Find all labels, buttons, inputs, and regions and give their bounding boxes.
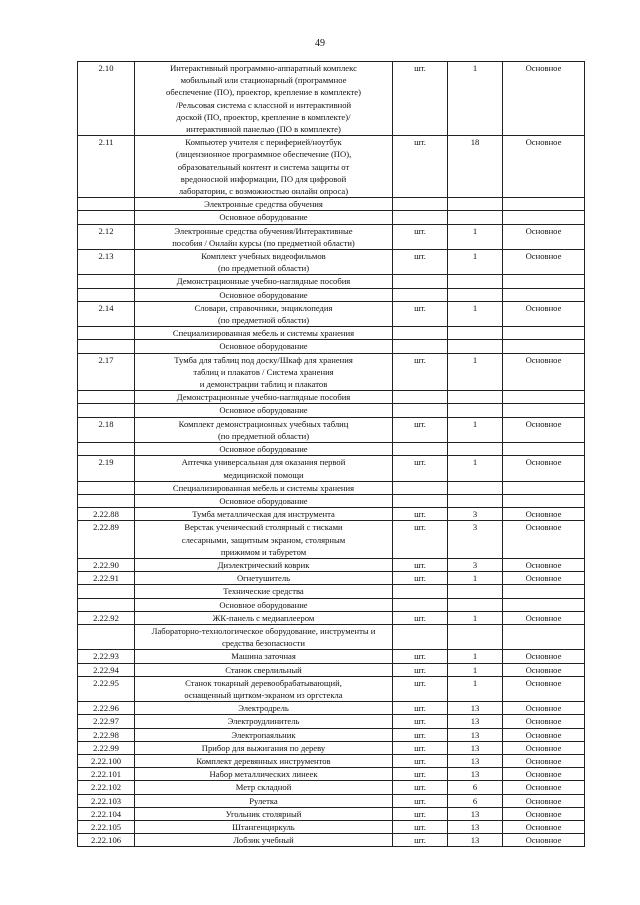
kind-cell: Основное [503,62,585,136]
unit-cell [393,404,448,417]
kind-cell: Основное [503,224,585,249]
kind-cell [503,211,585,224]
num-cell: 2.22.104 [78,807,135,820]
qty-cell: 1 [448,676,503,701]
kind-cell [503,327,585,340]
section-row [78,211,585,224]
unit-cell: шт. [393,353,448,391]
section-row [78,327,585,340]
unit-cell: шт. [393,521,448,559]
name-cell: Словари, справочники, энциклопедия (по предметной области) [135,301,393,326]
qty-cell: 1 [448,224,503,249]
section-row [78,288,585,301]
name-cell: Комплект деревянных инструментов [135,754,393,767]
kind-cell: Основное [503,353,585,391]
table-row [78,781,585,794]
name-cell: Штангенциркуль [135,820,393,833]
qty-cell [448,275,503,288]
section-row [78,275,585,288]
name-cell: Комплект учебных видеофильмов (по предметной области) [135,250,393,275]
section-row [78,585,585,598]
name-cell: Метр складной [135,781,393,794]
name-cell: Электропаяльник [135,728,393,741]
kind-cell: Основное [503,781,585,794]
table-row [78,794,585,807]
kind-cell [503,494,585,507]
table-row [78,768,585,781]
table-row [78,728,585,741]
kind-cell: Основное [503,663,585,676]
qty-cell: 1 [448,611,503,624]
num-cell: 2.22.98 [78,728,135,741]
kind-cell [503,288,585,301]
kind-cell: Основное [503,417,585,442]
num-cell: 2.14 [78,301,135,326]
name-cell: Специализированная мебель и системы хранения [135,481,393,494]
qty-cell: 13 [448,728,503,741]
unit-cell: шт. [393,754,448,767]
num-cell: 2.18 [78,417,135,442]
unit-cell: шт. [393,728,448,741]
name-cell: Электронные средства обучения/Интерактивные пособия / Онлайн курсы (по предметной области) [135,224,393,249]
num-cell [78,624,135,649]
unit-cell: шт. [393,676,448,701]
qty-cell: 3 [448,558,503,571]
num-cell: 2.22.100 [78,754,135,767]
num-cell: 2.22.92 [78,611,135,624]
qty-cell: 13 [448,754,503,767]
table-row [78,754,585,767]
qty-cell: 3 [448,508,503,521]
table-row [78,558,585,571]
num-cell [78,211,135,224]
kind-cell: Основное [503,807,585,820]
table-row [78,417,585,442]
name-cell: Угольник столярный [135,807,393,820]
kind-cell: Основное [503,650,585,663]
name-cell: Лабораторно-технологическое оборудование, инструменты и средства безопасности [135,624,393,649]
num-cell: 2.22.95 [78,676,135,701]
unit-cell: шт. [393,650,448,663]
qty-cell: 18 [448,136,503,198]
name-cell: Рулетка [135,794,393,807]
unit-cell [393,327,448,340]
name-cell: Лобзик учебный [135,834,393,847]
section-row [78,340,585,353]
table-row [78,702,585,715]
table-row [78,250,585,275]
kind-cell: Основное [503,676,585,701]
equipment-table-body [78,62,585,847]
name-cell: Основное оборудование [135,211,393,224]
num-cell: 2.22.93 [78,650,135,663]
kind-cell: Основное [503,521,585,559]
kind-cell: Основное [503,794,585,807]
qty-cell: 13 [448,820,503,833]
num-cell: 2.19 [78,456,135,481]
qty-cell: 13 [448,807,503,820]
table-row [78,820,585,833]
qty-cell: 1 [448,353,503,391]
kind-cell: Основное [503,754,585,767]
qty-cell [448,481,503,494]
kind-cell: Основное [503,741,585,754]
kind-cell: Основное [503,820,585,833]
num-cell: 2.22.94 [78,663,135,676]
table-row [78,807,585,820]
name-cell: Демонстрационные учебно-наглядные пособия [135,391,393,404]
unit-cell: шт. [393,807,448,820]
name-cell: Основное оборудование [135,288,393,301]
name-cell: Машина заточная [135,650,393,663]
name-cell: Основное оборудование [135,404,393,417]
name-cell: Основное оборудование [135,443,393,456]
qty-cell: 1 [448,572,503,585]
qty-cell [448,598,503,611]
unit-cell [393,275,448,288]
kind-cell [503,404,585,417]
num-cell: 2.11 [78,136,135,198]
name-cell: Огнетушитель [135,572,393,585]
name-cell: Интерактивный программно-аппаратный комплекс мобильный или стационарный (программное обеспечение (ПО), проектор, крепление в комплекте) /Рельсовая система с классной и интерактивной доской (ПО, проектор, крепление в комплекте)/ интерактивной панелью (ПО в комплекте) [135,62,393,136]
unit-cell [393,288,448,301]
unit-cell [393,443,448,456]
unit-cell: шт. [393,834,448,847]
table-row [78,508,585,521]
unit-cell: шт. [393,136,448,198]
qty-cell [448,211,503,224]
num-cell [78,288,135,301]
kind-cell: Основное [503,768,585,781]
qty-cell: 1 [448,417,503,442]
unit-cell [393,598,448,611]
name-cell: Электроудлинитель [135,715,393,728]
table-row [78,353,585,391]
kind-cell: Основное [503,301,585,326]
num-cell [78,404,135,417]
qty-cell: 13 [448,768,503,781]
kind-cell [503,198,585,211]
unit-cell: шт. [393,702,448,715]
name-cell: Верстак ученический столярный с тисками слесарными, защитным экраном, столярным прижимом и табуретом [135,521,393,559]
qty-cell: 13 [448,741,503,754]
qty-cell [448,443,503,456]
unit-cell [393,494,448,507]
unit-cell: шт. [393,456,448,481]
num-cell [78,481,135,494]
name-cell: Электродрель [135,702,393,715]
unit-cell [393,391,448,404]
num-cell: 2.22.105 [78,820,135,833]
num-cell: 2.22.103 [78,794,135,807]
qty-cell: 6 [448,781,503,794]
unit-cell: шт. [393,794,448,807]
qty-cell: 13 [448,702,503,715]
table-row [78,715,585,728]
unit-cell: шт. [393,558,448,571]
unit-cell [393,211,448,224]
kind-cell: Основное [503,250,585,275]
kind-cell: Основное [503,715,585,728]
name-cell: ЖК-панель с медиаплеером [135,611,393,624]
num-cell: 2.17 [78,353,135,391]
name-cell: Демонстрационные учебно-наглядные пособия [135,275,393,288]
kind-cell [503,481,585,494]
num-cell: 2.13 [78,250,135,275]
name-cell: Диэлектрический коврик [135,558,393,571]
kind-cell [503,275,585,288]
section-row [78,598,585,611]
qty-cell [448,340,503,353]
name-cell: Специализированная мебель и системы хранения [135,327,393,340]
num-cell: 2.22.96 [78,702,135,715]
kind-cell [503,443,585,456]
section-row [78,494,585,507]
page-number: 49 [315,38,325,49]
name-cell: Тумба для таблиц под доску/Шкаф для хранения таблиц и плакатов / Система хранения и демонстрации таблиц и плакатов [135,353,393,391]
section-row [78,443,585,456]
qty-cell [448,585,503,598]
kind-cell: Основное [503,558,585,571]
name-cell: Станок сверлильный [135,663,393,676]
qty-cell: 1 [448,650,503,663]
num-cell [78,443,135,456]
qty-cell: 13 [448,834,503,847]
unit-cell: шт. [393,62,448,136]
kind-cell [503,585,585,598]
kind-cell: Основное [503,508,585,521]
section-row [78,391,585,404]
num-cell [78,391,135,404]
unit-cell: шт. [393,820,448,833]
num-cell: 2.22.102 [78,781,135,794]
qty-cell: 1 [448,62,503,136]
unit-cell: шт. [393,417,448,442]
qty-cell: 3 [448,521,503,559]
num-cell: 2.22.91 [78,572,135,585]
kind-cell: Основное [503,702,585,715]
kind-cell [503,391,585,404]
num-cell: 2.22.88 [78,508,135,521]
unit-cell [393,481,448,494]
table-row [78,456,585,481]
unit-cell: шт. [393,224,448,249]
name-cell: Основное оборудование [135,598,393,611]
kind-cell [503,598,585,611]
qty-cell: 6 [448,794,503,807]
table-row [78,572,585,585]
table-row [78,301,585,326]
section-row [78,481,585,494]
table-row [78,611,585,624]
qty-cell [448,404,503,417]
qty-cell [448,327,503,340]
kind-cell: Основное [503,728,585,741]
unit-cell: шт. [393,508,448,521]
num-cell [78,598,135,611]
unit-cell: шт. [393,611,448,624]
unit-cell: шт. [393,250,448,275]
name-cell: Электронные средства обучения [135,198,393,211]
table-row [78,62,585,136]
name-cell: Тумба металлическая для инструмента [135,508,393,521]
qty-cell: 1 [448,663,503,676]
qty-cell [448,391,503,404]
name-cell: Аптечка универсальная для оказания первой медицинской помощи [135,456,393,481]
name-cell: Технические средства [135,585,393,598]
table-row [78,676,585,701]
table-row [78,521,585,559]
table-row [78,741,585,754]
equipment-table [77,61,585,847]
name-cell: Набор металлических линеек [135,768,393,781]
num-cell: 2.10 [78,62,135,136]
unit-cell [393,624,448,649]
name-cell: Основное оборудование [135,494,393,507]
unit-cell: шт. [393,663,448,676]
kind-cell [503,624,585,649]
table-row [78,663,585,676]
num-cell [78,327,135,340]
qty-cell [448,288,503,301]
unit-cell: шт. [393,715,448,728]
name-cell: Основное оборудование [135,340,393,353]
num-cell: 2.22.99 [78,741,135,754]
num-cell: 2.22.106 [78,834,135,847]
kind-cell: Основное [503,456,585,481]
qty-cell: 1 [448,250,503,275]
section-row [78,198,585,211]
kind-cell [503,340,585,353]
name-cell: Компьютер учителя с периферией/ноутбук (лицензионное программное обеспечение (ПО), образовательный контент и система защиты от вредоносной информации, ПО для цифровой лаборатории, с возможностью онлайн опроса) [135,136,393,198]
table-row [78,650,585,663]
num-cell [78,340,135,353]
num-cell: 2.22.89 [78,521,135,559]
kind-cell: Основное [503,572,585,585]
section-row [78,404,585,417]
table-row [78,136,585,198]
table-row [78,834,585,847]
num-cell: 2.22.90 [78,558,135,571]
qty-cell: 1 [448,456,503,481]
table-row [78,224,585,249]
num-cell [78,275,135,288]
qty-cell: 1 [448,301,503,326]
num-cell: 2.22.97 [78,715,135,728]
qty-cell [448,494,503,507]
name-cell: Прибор для выжигания по дереву [135,741,393,754]
num-cell [78,585,135,598]
qty-cell [448,198,503,211]
unit-cell: шт. [393,768,448,781]
kind-cell: Основное [503,136,585,198]
kind-cell: Основное [503,834,585,847]
qty-cell: 13 [448,715,503,728]
kind-cell: Основное [503,611,585,624]
unit-cell [393,585,448,598]
name-cell: Комплект демонстрационных учебных таблиц (по предметной области) [135,417,393,442]
num-cell [78,494,135,507]
unit-cell: шт. [393,781,448,794]
unit-cell [393,198,448,211]
unit-cell: шт. [393,741,448,754]
qty-cell [448,624,503,649]
section-row [78,624,585,649]
unit-cell: шт. [393,301,448,326]
unit-cell: шт. [393,572,448,585]
num-cell: 2.12 [78,224,135,249]
unit-cell [393,340,448,353]
num-cell: 2.22.101 [78,768,135,781]
num-cell [78,198,135,211]
name-cell: Станок токарный деревообрабатывающий, оснащенный щитком-экраном из оргстекла [135,676,393,701]
